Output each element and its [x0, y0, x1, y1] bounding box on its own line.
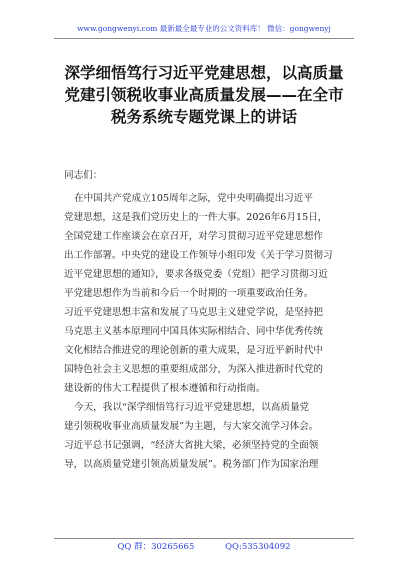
body-line: 导，以高质量党建引领高质量发展”。税务部门作为国家治理: [64, 459, 319, 470]
body-line: 在中国共产党成立105周年之际，党中央明确提出习近平: [74, 193, 313, 204]
body-line: 建引领税收事业高质量发展”为主题，与大家交流学习体会。: [64, 421, 319, 432]
header-divider: [54, 38, 354, 39]
body-line: 出工作部署。中央党的建设工作领导小组印发《关于学习贯彻习: [64, 250, 333, 261]
page-footer: [0, 542, 408, 553]
body-line: 国特色社会主义思想的重要组成部分，为深入推进新时代党的: [64, 364, 324, 375]
body-line: 党建思想，这是我们党历史上的一件大事。2026年6月15日，: [64, 212, 328, 223]
body-line: 全国党建工作座谈会在京召开，对学习贯彻习近平党建思想作: [64, 231, 324, 242]
document-body: [64, 166, 354, 474]
body-line: 建设新的伟大工程提供了根本遵循和行动指南。: [64, 383, 266, 394]
title-line: 党建引领税收事业高质量发展——在全市: [64, 86, 344, 104]
body-line: 今天，我以“深学细悟笃行习近平党建思想，以高质量党: [74, 402, 310, 413]
footer-qq: QQ:535304092: [225, 542, 291, 552]
body-line: 文化相结合推进党的理论创新的重大成果，是习近平新时代中: [64, 345, 324, 356]
body-line: 平党建思想作为当前和今后一个时期的一项重要政治任务。: [64, 288, 314, 299]
body-line: 习近平总书记强调，“经济大省挑大梁，必须坚持党的全面领: [64, 440, 319, 451]
body-line: 近平党建思想的通知》，要求各级党委（党组）把学习贯彻习近: [64, 269, 328, 280]
title-line: 深学细悟笃行习近平党建思想，以高质量: [64, 64, 344, 82]
page-header: www.gongwenyi.com 最新最全最专业的公文资料库！ 微信：gongwenyj: [77, 24, 331, 33]
salutation: 同志们：: [64, 170, 103, 181]
footer-qq-group: QQ 群：30265665: [117, 542, 195, 552]
body-line: 习近平党建思想丰富和发展了马克思主义建党学说，是坚持把: [64, 307, 324, 318]
document-title: [44, 62, 364, 128]
title-line: 税务系统专题党课上的讲话: [110, 108, 297, 126]
footer-divider: [54, 538, 354, 539]
body-line: 马克思主义基本原理同中国具体实际相结合、同中华优秀传统: [64, 326, 324, 337]
